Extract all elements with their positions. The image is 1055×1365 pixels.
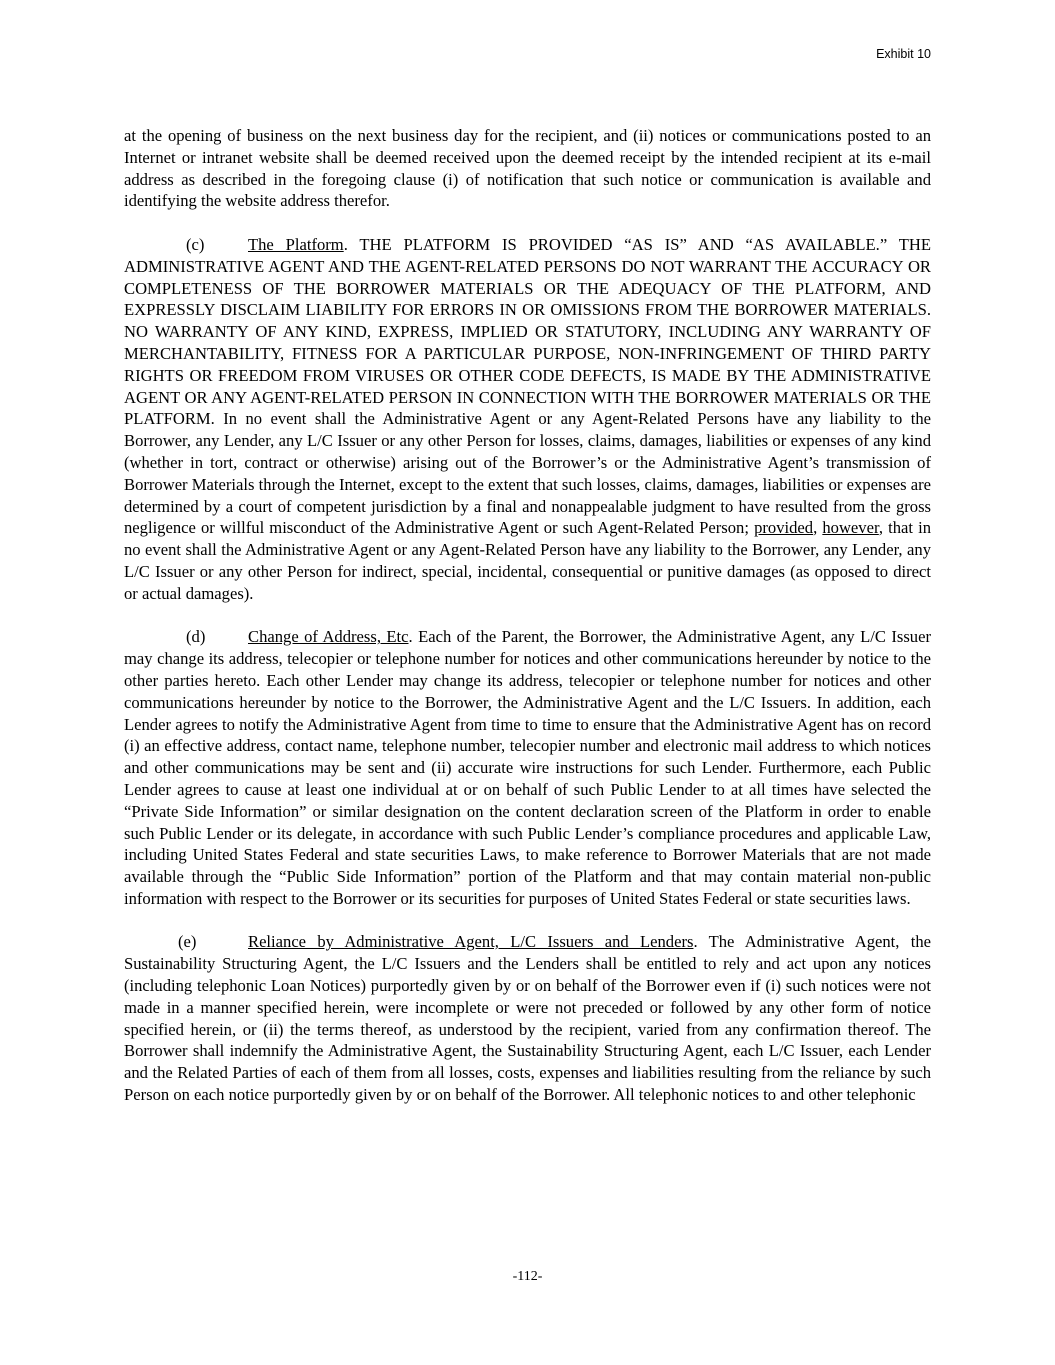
section-c-label: (c): [186, 234, 205, 254]
page-number: -112-: [512, 1269, 543, 1284]
however-term: however: [822, 518, 879, 538]
exhibit-label: Exhibit 10: [876, 47, 931, 61]
section-c-text-2: , that in no event shall the Administrative Agent or any Agent-Related Person have any liability to the Borrower, any Lender, any L/C Issuer or any other Person for indirect, special, incidental, consequential or punitive damages (as opposed to direct or actual damages).: [124, 518, 931, 603]
provided-term: provided: [754, 518, 814, 538]
document-body: [124, 125, 931, 1128]
section-d-heading: Change of Address, Etc: [248, 627, 409, 647]
section-d-label: (d): [186, 627, 206, 647]
section-c-text-1: . THE PLATFORM IS PROVIDED “AS IS” AND “AS AVAILABLE.” THE ADMINISTRATIVE AGENT AND THE AGENT-RELATED PERSONS DO NOT WARRANT THE ACCURACY OR COMPLETENESS OF THE BORROWER MATERIALS OR THE ADEQUACY OF THE PLATFORM, AND EXPRESSLY DISCLAIM LIABILITY FOR ERRORS IN OR OMISSIONS FROM THE BORROWER MATERIALS. NO WARRANTY OF ANY KIND, EXPRESS, IMPLIED OR STATUTORY, INCLUDING ANY WARRANTY OF MERCHANTABILITY, FITNESS FOR A PARTICULAR PURPOSE, NON-INFRINGEMENT OF THIRD PARTY RIGHTS OR FREEDOM FROM VIRUSES OR OTHER CODE DEFECTS, IS MADE BY THE ADMINISTRATIVE AGENT OR ANY AGENT-RELATED PERSON IN CONNECTION WITH THE BORROWER MATERIALS OR THE PLATFORM. In no event shall the Administrative Agent or any Agent-Related Persons have any liability to the Borrower, any Lender, any L/C Issuer or any other Person for losses, claims, damages, liabilities or expenses of any kind (whether in tort, contract or otherwise) arising out of the Borrower’s or the Administrative Agent’s transmission of Borrower Materials through the Internet, except to the extent that such losses, claims, damages, liabilities or expenses are determined by a court of competent jurisdiction by a final and nonappealable judgment to have resulted from the gross negligence or willful misconduct of the Administrative Agent or such Agent-Related Person;: [124, 234, 931, 538]
section-d-text: . Each of the Parent, the Borrower, the Administrative Agent, any L/C Issuer may change its address, telecopier or telephone number for notices and other communications hereunder by notice to the other parties hereto. Each other Lender may change its address, telecopier or telephone number for notices and other communications hereunder by notice to the Borrower, the Administrative Agent and the L/C Issuers. In addition, each Lender agrees to notify the Administrative Agent from time to time to ensure that the Administrative Agent has on record (i) an effective address, contact name, telephone number, telecopier number and electronic mail address to which notices and other communications may be sent and (ii) accurate wire instructions for such Lender. Furthermore, each Public Lender agrees to cause at least one individual at or on behalf of such Public Lender to at all times have selected the “Private Side Information” or similar designation on the content declaration screen of the Platform in order to enable such Public Lender or its delegate, in accordance with such Public Lender’s compliance procedures and applicable Law, including United States Federal and state securities Laws, to make reference to Borrower Materials that are not made available through the “Public Side Information” portion of the Platform and that may contain material non-public information with respect to the Borrower or its securities for purposes of United States Federal or state securities laws.: [124, 627, 931, 908]
intro-paragraph: at the opening of business on the next business day for the recipient, and (ii) notices or communications posted to an Internet or intranet website shall be deemed received upon the deemed receipt by the intended recipient at its e-mail address as described in the foregoing clause (i) of notification that such notice or communication is available and identifying the website address therefor.: [124, 126, 931, 211]
section-e-label: (e): [178, 932, 197, 952]
section-c-heading: The Platform: [248, 234, 344, 254]
section-e-paragraph: [124, 931, 931, 1105]
section-c-comma: ,: [813, 518, 823, 538]
section-c-paragraph: [124, 234, 931, 605]
section-e-text: . The Administrative Agent, the Sustainability Structuring Agent, the L/C Issuers and the Lenders shall be entitled to rely and act upon any notices (including telephonic Loan Notices) purportedly given by or on behalf of the Borrower even if (i) such notices were not made in a manner specified herein, were incomplete or were not preceded or followed by any other form of notice specified herein, or (ii) the terms thereof, as understood by the recipient, varied from any confirmation thereof. The Borrower shall indemnify the Administrative Agent, the Sustainability Structuring Agent, each L/C Issuer, each Lender and the Related Parties of each of them from all losses, costs, expenses and liabilities resulting from the reliance by such Person on each notice purportedly given by or on behalf of the Borrower. All telephonic notices to and other telephonic: [124, 932, 931, 1105]
section-d-paragraph: [124, 626, 931, 909]
section-e-heading: Reliance by Administrative Agent, L/C Issuers and Lenders: [248, 932, 694, 952]
